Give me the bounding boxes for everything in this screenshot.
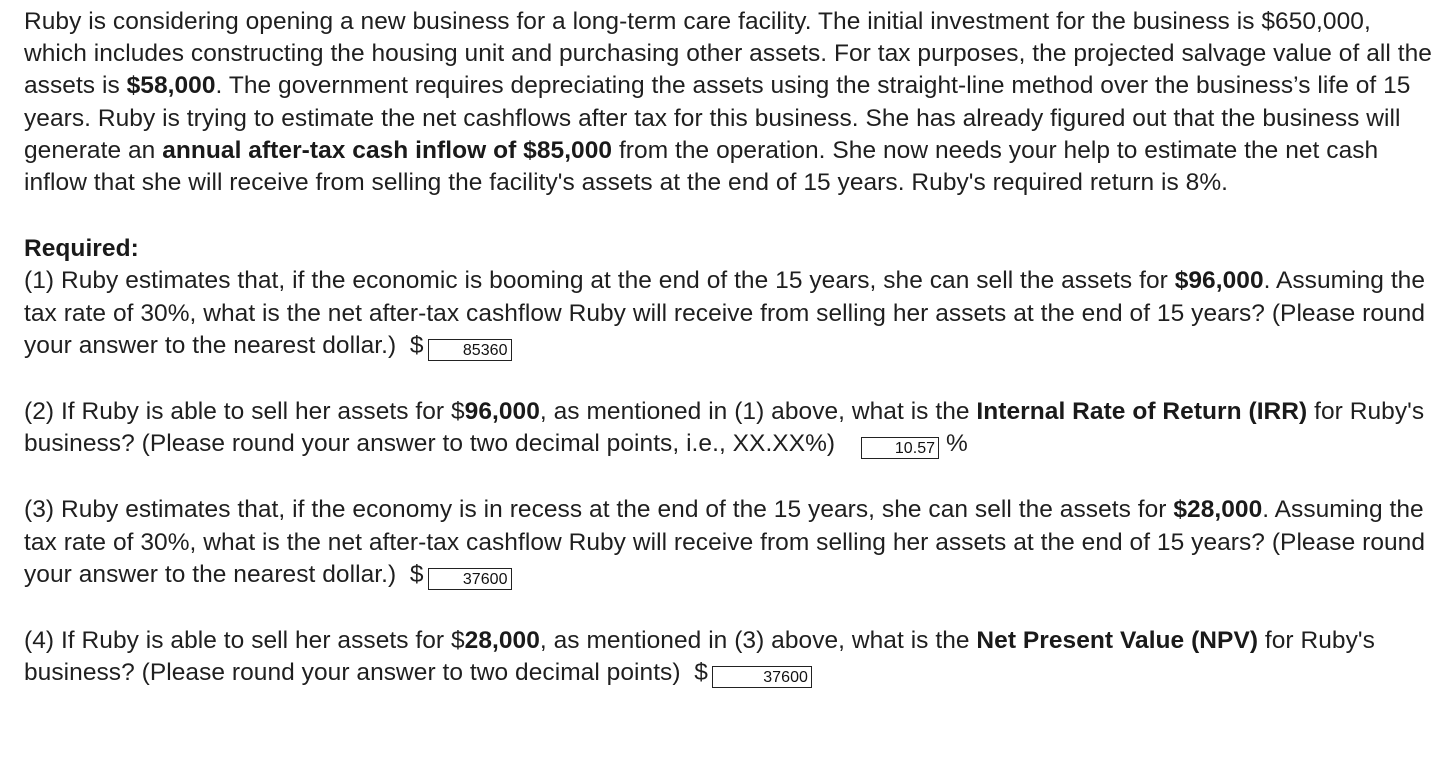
q4-sale-price: 28,000 bbox=[464, 627, 540, 655]
intro-text-3: from the operation. She now needs your help to estimate the net cash inflow that she will receive from selling the facility's assets at the end of 15 years. Ruby's required return is 8%. bbox=[24, 136, 1379, 197]
q4-dollar-sign: $ bbox=[694, 659, 708, 687]
required-heading bbox=[24, 233, 1440, 265]
required-label: Required: bbox=[24, 235, 139, 263]
q3-text-1: (3) Ruby estimates that, if the economy is in recess at the end of the 15 years, she can sell the assets for bbox=[24, 496, 1174, 524]
question-4 bbox=[24, 625, 1440, 689]
q4-text-2: , as mentioned in (3) above, what is the bbox=[539, 627, 977, 655]
q1-answer-input[interactable]: 85360 bbox=[428, 339, 512, 361]
annual-inflow: annual after-tax cash inflow of $85,000 bbox=[162, 136, 613, 164]
question-1 bbox=[24, 265, 1440, 362]
question-3 bbox=[24, 494, 1440, 591]
q1-dollar-sign: $ bbox=[409, 331, 424, 359]
q3-dollar-sign: $ bbox=[409, 560, 424, 588]
q4-text-3: for Ruby's business? (Please round your answer to two decimal points) bbox=[24, 627, 1375, 687]
q2-sale-price: 96,000 bbox=[464, 398, 540, 426]
q2-answer-input[interactable]: 10.57 bbox=[861, 437, 939, 459]
q2-text-2: , as mentioned in (1) above, what is the bbox=[539, 398, 977, 426]
q1-text-1: (1) Ruby estimates that, if the economic is booming at the end of the 15 years, she can sell the assets for bbox=[24, 267, 1175, 295]
intro-text-1: Ruby is considering opening a new business for a long-term care facility. The initial investment for the business is $650,000, which includes constructing the housing unit and purchasing other assets. For tax purposes, the projected salvage value of all the assets is bbox=[24, 8, 1432, 100]
q2-text-3: for Ruby's business? (Please round your answer to two decimal points, i.e., XX.XX%) bbox=[24, 398, 1425, 458]
q3-sale-price: $28,000 bbox=[1173, 496, 1263, 524]
intro-text-2: . The government requires depreciating the assets using the straight-line method over the business’s life of 15 years. Ruby is trying to estimate the net cashflows after tax for this business. She has already figured out that the business will generate an bbox=[24, 72, 1411, 164]
q4-text-1: (4) If Ruby is able to sell her assets for $ bbox=[24, 627, 465, 655]
salvage-value: $58,000 bbox=[126, 72, 216, 100]
q2-irr-term: Internal Rate of Return (IRR) bbox=[976, 398, 1308, 426]
question-2 bbox=[24, 396, 1440, 460]
q4-answer-input[interactable]: 37600 bbox=[712, 666, 812, 688]
q1-text-2: . Assuming the tax rate of 30%, what is the net after-tax cashflow Ruby will receive from selling her assets at the end of 15 years? (Please round your answer to the nearest dollar.) bbox=[24, 267, 1426, 359]
intro-paragraph bbox=[24, 6, 1440, 199]
q3-answer-input[interactable]: 37600 bbox=[428, 568, 512, 590]
q1-sale-price: $96,000 bbox=[1174, 267, 1264, 295]
q2-percent-sign: % bbox=[946, 430, 968, 458]
question-page bbox=[24, 6, 1440, 689]
q2-text-1: (2) If Ruby is able to sell her assets for $ bbox=[24, 398, 465, 426]
q4-npv-term: Net Present Value (NPV) bbox=[976, 627, 1259, 655]
q3-text-2: . Assuming the tax rate of 30%, what is the net after-tax cashflow Ruby will receive from selling her assets at the end of 15 years? (Please round your answer to the nearest dollar.) bbox=[24, 496, 1426, 588]
